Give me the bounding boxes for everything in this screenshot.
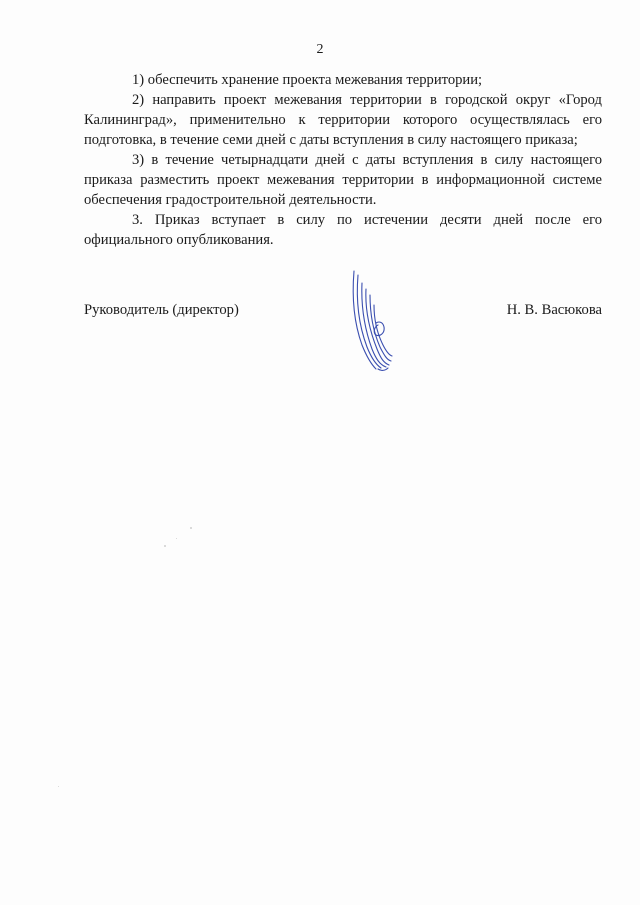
scan-speck bbox=[164, 545, 166, 547]
scan-speck bbox=[176, 538, 177, 539]
paragraph-item-2: 2) направить проект межевания территории в городской округ «Город Калининград», применительно к территории которого осуществлялась его подготовка, в течение семи дней с даты вступления в силу настоящего приказа; bbox=[84, 92, 602, 148]
paragraph-item-1: 1) обеспечить хранение проекта межевания территории; bbox=[132, 72, 483, 88]
signatory-name: Н. В. Васюкова bbox=[506, 302, 602, 318]
signatory-position: Руководитель (директор) bbox=[84, 302, 239, 318]
paragraph-order-effective: 3. Приказ вступает в силу по истечении десяти дней после его официального опубликования. bbox=[84, 212, 602, 248]
paragraph-item-3: 3) в течение четырнадцати дней с даты вступления в силу настоящего приказа разместить проект межевания территории в информационной системе обеспечения градостроительной деятельности. bbox=[84, 152, 602, 208]
scan-speck bbox=[190, 527, 192, 529]
page-number: 2 bbox=[316, 42, 324, 57]
handwritten-signature bbox=[340, 265, 400, 375]
document-body bbox=[84, 70, 602, 250]
scan-speck bbox=[58, 786, 59, 787]
